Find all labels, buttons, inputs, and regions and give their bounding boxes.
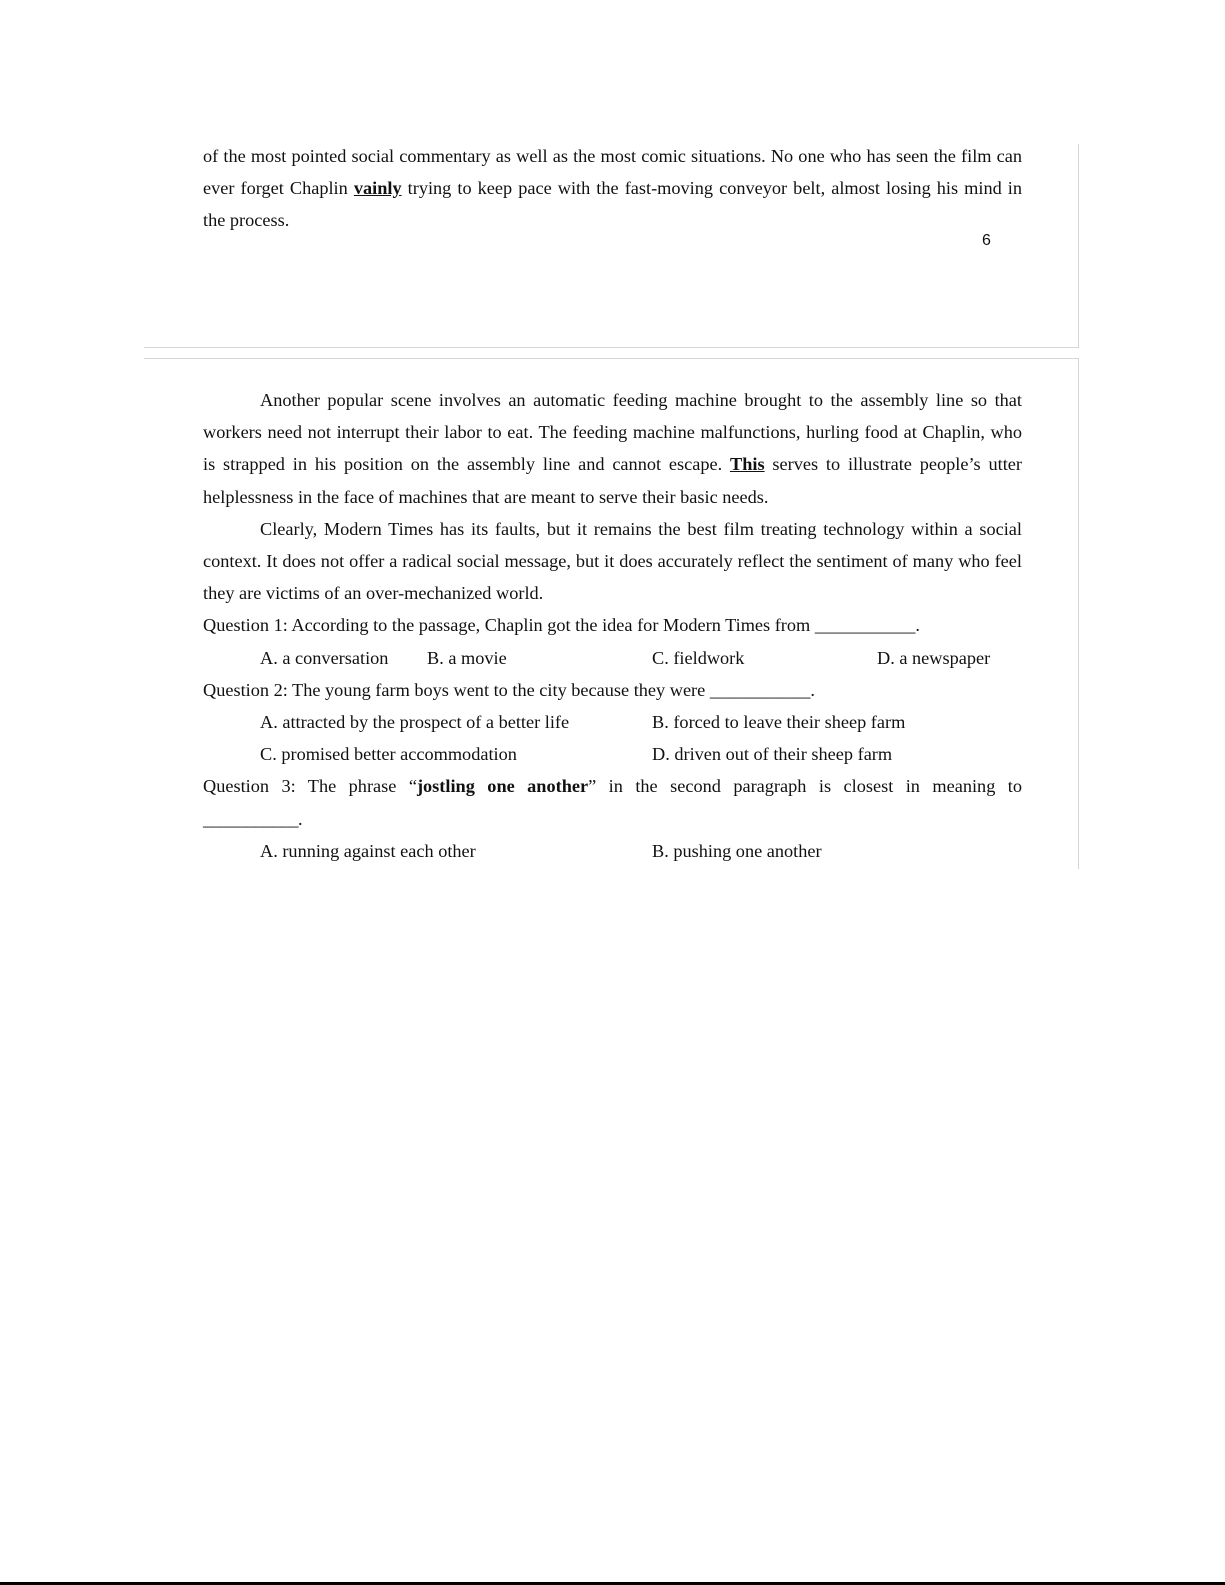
paragraph-feeding-machine (203, 384, 1022, 513)
text-run: trying to keep pace with the fast-moving conveyor belt, almost losing his mind in the process. (203, 178, 1023, 231)
paragraph-continued (203, 140, 1022, 237)
option-b[interactable]: B. a movie (427, 647, 507, 668)
paragraph-conclusion: Clearly, Modern Times has its faults, but it remains the best film treating technology within a social context. It does not offer a radical social message, but it does accurately reflect the sentiment of many who feel they are victims of an over-mechanized world. (203, 518, 1022, 604)
option-b[interactable]: B. forced to leave their sheep farm (652, 712, 906, 733)
option-c[interactable]: C. fieldwork (652, 647, 745, 668)
question-1-stem: Question 1: According to the passage, Chaplin got the idea for Modern Times from ___________. (203, 615, 920, 636)
option-d[interactable]: D. a newspaper (877, 647, 991, 668)
text-run: ” in the second paragraph is closest in meaning to (588, 776, 1023, 797)
emphasized-phrase: jostling one another (416, 776, 589, 797)
text-run: Another popular scene involves an automatic feeding machine brought to the assembly line so that workers need not interrupt their labor to eat. The feeding machine malfunctions, hurling food at Chaplin, who is strapped in his position on the assembly line and cannot escape. (203, 390, 1022, 475)
question-2-options-row-2 (203, 738, 1022, 770)
question-3-options (203, 835, 1022, 867)
bottom-page-text (203, 384, 1022, 867)
text-run: Question 3: The phrase “ (203, 776, 417, 797)
emphasized-word: vainly (353, 178, 402, 199)
question-3-stem (203, 770, 1022, 802)
emphasized-word: This (730, 454, 765, 475)
question-2-stem: Question 2: The young farm boys went to the city because they were ___________. (203, 679, 815, 700)
option-a[interactable]: A. a conversation (260, 647, 389, 668)
text-run: serves to illustrate people’s utter helplessness in the face of machines that are meant to serve their basic needs. (203, 454, 1022, 507)
option-c[interactable]: C. promised better accommodation (260, 744, 517, 765)
option-a[interactable]: A. running against each other (260, 840, 476, 861)
text-run: of the most pointed social commentary as well as the most comic situations. No one who has seen the film can ever forget Chaplin (203, 146, 1022, 199)
question-1-options (203, 642, 1022, 674)
option-d[interactable]: D. driven out of their sheep farm (652, 744, 893, 765)
question-2-options-row-1 (203, 706, 1022, 738)
question-3-blank: ___________. (203, 808, 303, 829)
option-b[interactable]: B. pushing one another (652, 840, 822, 861)
option-a[interactable]: A. attracted by the prospect of a better life (260, 712, 570, 733)
top-page-text (203, 140, 1022, 237)
page-number: 6 (982, 232, 991, 249)
